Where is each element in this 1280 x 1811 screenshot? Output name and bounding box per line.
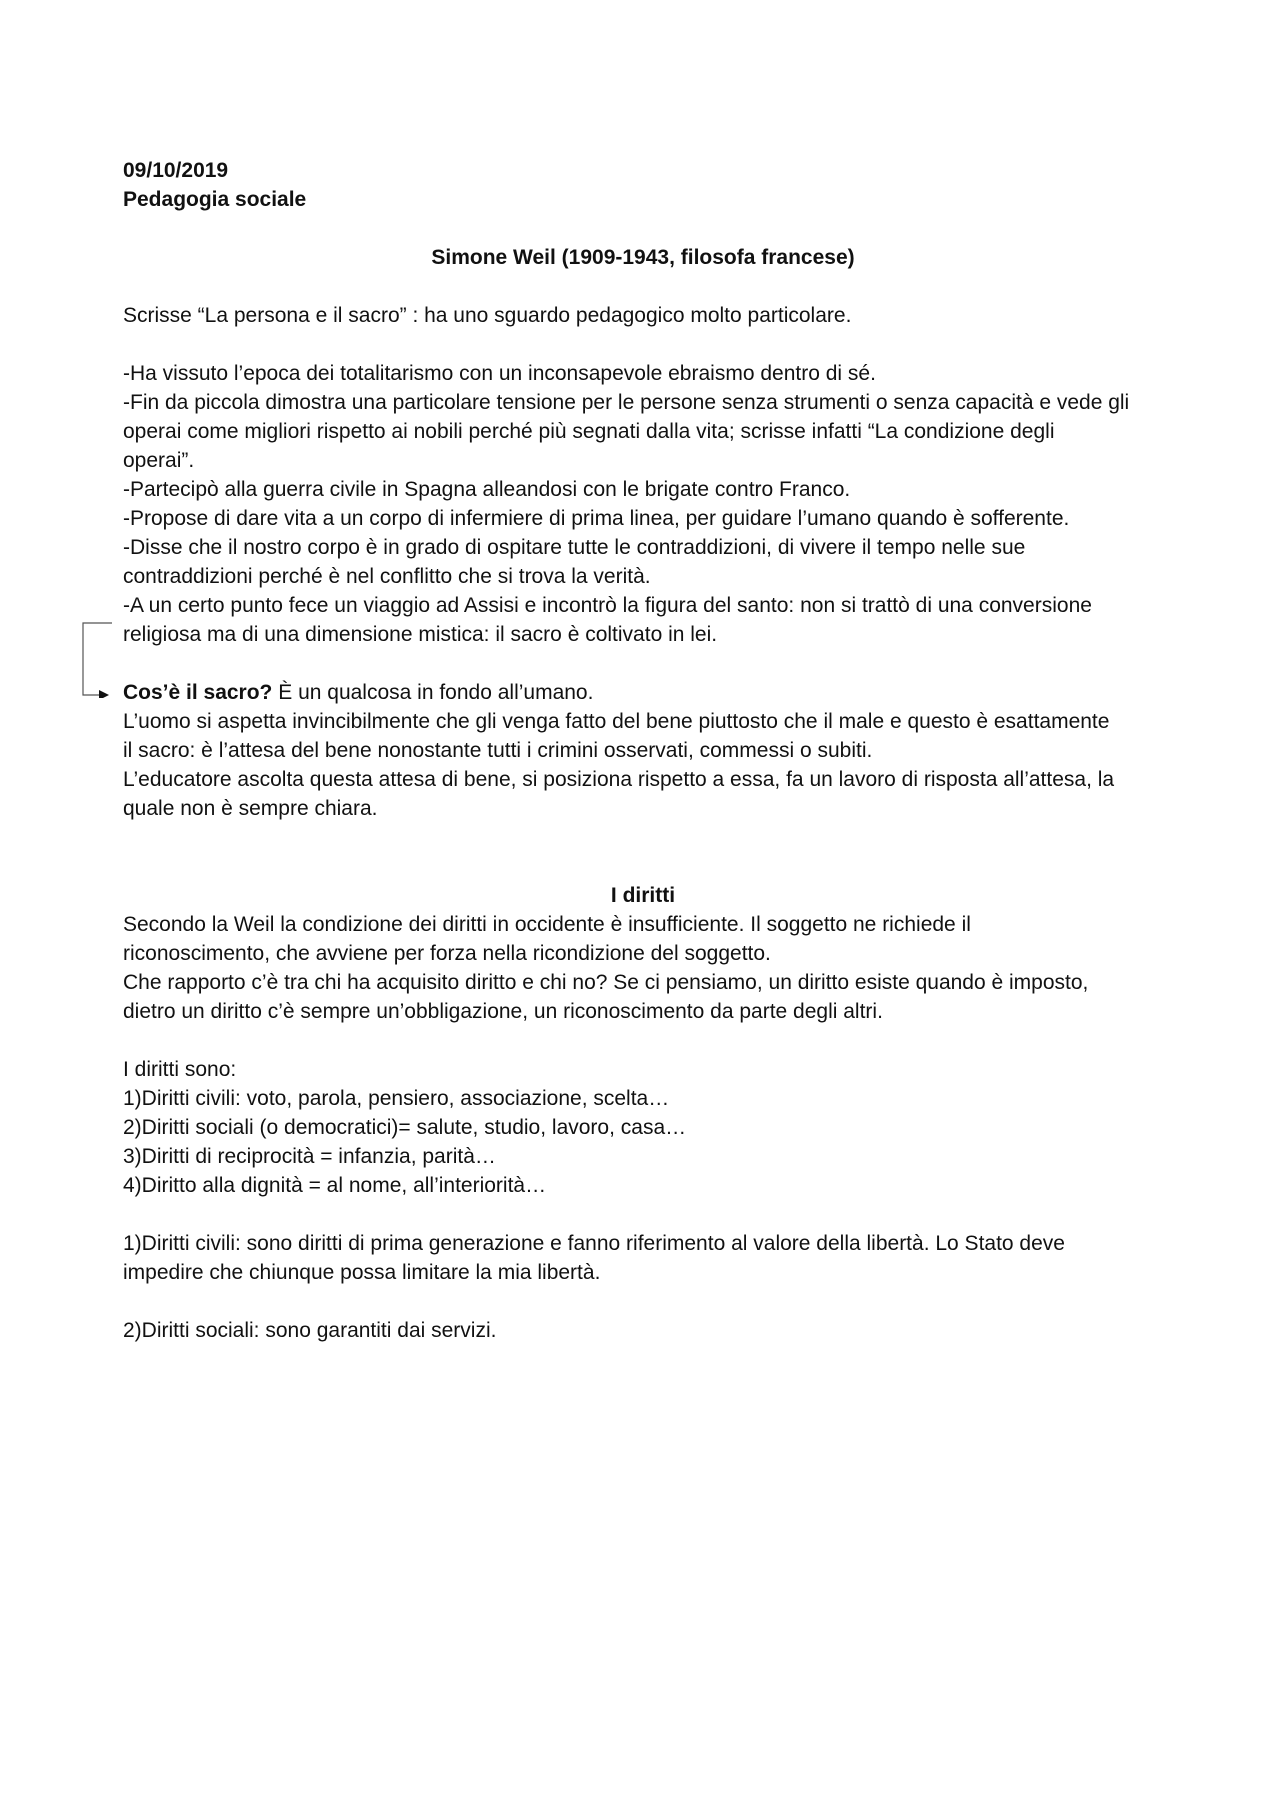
sacro-line: quale non è sempre chiara. — [123, 797, 378, 820]
course-title: Pedagogia sociale — [123, 188, 307, 211]
diritti-civili-line: 1)Diritti civili: sono diritti di prima generazione e fanno riferimento al valore della libertà. Lo Stato deve — [123, 1232, 1065, 1255]
sacro-definition-line — [123, 678, 1163, 707]
sacro-line: il sacro: è l’attesa del bene nonostante tutti i crimini osservati, commessi o subiti. — [123, 739, 873, 762]
bio-line: -Partecipò alla guerra civile in Spagna alleandosi con le brigate contro Franco. — [123, 478, 851, 501]
sacro-line: L’uomo si aspetta invincibilmente che gli venga fatto del bene piuttosto che il male e questo è esattamente — [123, 710, 1110, 733]
section-heading-simone-weil: Simone Weil (1909-1943, filosofa francese) — [431, 246, 855, 269]
diritti-paragraph-line: Che rapporto c’è tra chi ha acquisito diritto e chi no? Se ci pensiamo, un diritto esiste quando è imposto, — [123, 971, 1089, 994]
bio-line: -A un certo punto fece un viaggio ad Assisi e incontrò la figura del santo: non si trattò di una conversione — [123, 594, 1092, 617]
bio-line: contraddizioni perché è nel conflitto che si trova la verità. — [123, 565, 651, 588]
sacro-line: L’educatore ascolta questa attesa di bene, si posiziona rispetto a essa, fa un lavoro di risposta all’attesa, la — [123, 768, 1115, 791]
diritti-civili-line: impedire che chiunque possa limitare la mia libertà. — [123, 1261, 601, 1284]
note-date: 09/10/2019 — [123, 159, 229, 182]
bio-line: -Disse che il nostro corpo è in grado di ospitare tutte le contraddizioni, di vivere il tempo nelle sue — [123, 536, 1026, 559]
diritti-list-item: 4)Diritto alla dignità = al nome, all’interiorità… — [123, 1174, 547, 1197]
diritti-paragraph-line: dietro un diritto c’è sempre un’obbligazione, un riconoscimento da parte degli altri. — [123, 1000, 883, 1023]
margin-arrow-connector — [82, 622, 112, 698]
diritti-paragraph-line: Secondo la Weil la condizione dei diritti in occidente è insufficiente. Il soggetto ne richiede il — [123, 913, 971, 936]
diritti-sociali-line: 2)Diritti sociali: sono garantiti dai servizi. — [123, 1319, 497, 1342]
bio-line: religiosa ma di una dimensione mistica: il sacro è coltivato in lei. — [123, 623, 718, 646]
intro-line: Scrisse “La persona e il sacro” : ha uno sguardo pedagogico molto particolare. — [123, 304, 852, 327]
diritti-list-item: 2)Diritti sociali (o democratici)= salute, studio, lavoro, casa… — [123, 1116, 687, 1139]
bio-line: operai come migliori rispetto ai nobili perché più segnati dalla vita; scrisse infatti “La condizione degli — [123, 420, 1055, 443]
diritti-list-title: I diritti sono: — [123, 1058, 237, 1081]
bio-line: -Propose di dare vita a un corpo di infermiere di prima linea, per guidare l’umano quando è sofferente. — [123, 507, 1070, 530]
document-body — [123, 156, 1163, 1345]
bio-line: -Fin da piccola dimostra una particolare tensione per le persone senza strumenti o senza capacità e vede gli — [123, 391, 1130, 414]
diritti-list-item: 3)Diritti di reciprocità = infanzia, parità… — [123, 1145, 496, 1168]
section-heading-diritti: I diritti — [610, 884, 676, 907]
sacro-question: Cos’è il sacro? — [123, 681, 273, 704]
bio-line: -Ha vissuto l’epoca dei totalitarismo con un inconsapevole ebraismo dentro di sé. — [123, 362, 876, 385]
diritti-list-item: 1)Diritti civili: voto, parola, pensiero, associazione, scelta… — [123, 1087, 670, 1110]
sacro-answer: È un qualcosa in fondo all’umano. — [272, 681, 594, 704]
bio-line: operai”. — [123, 449, 195, 472]
diritti-paragraph-line: riconoscimento, che avviene per forza nella ricondizione del soggetto. — [123, 942, 771, 965]
